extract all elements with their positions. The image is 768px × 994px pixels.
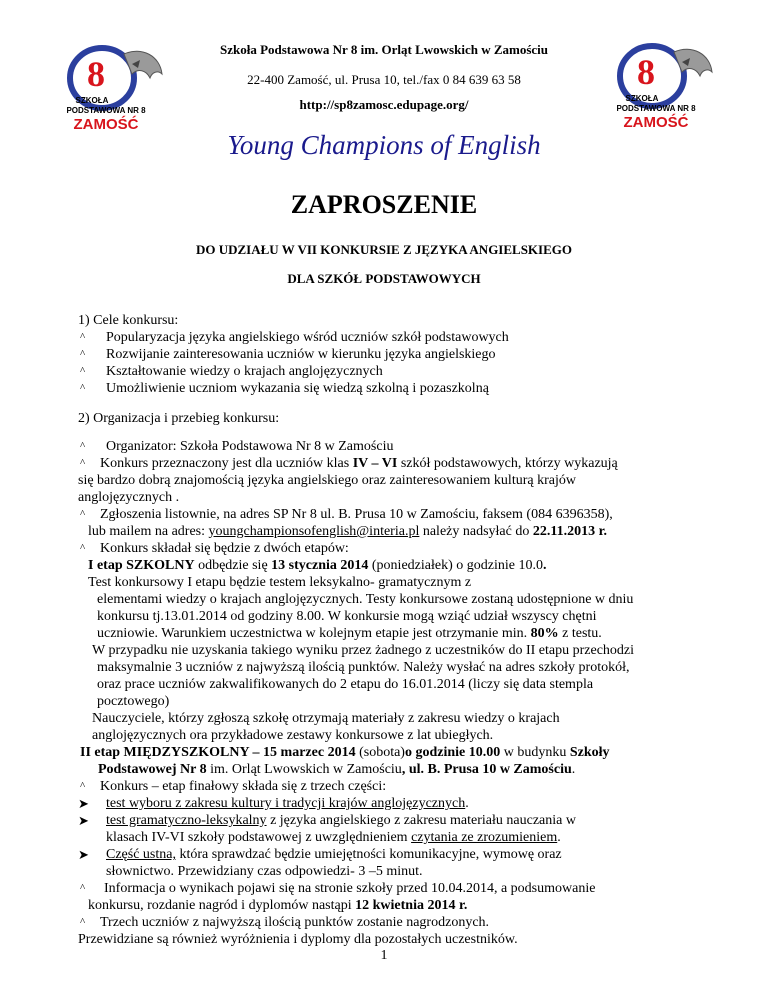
section-2-heading: 2) Organizacja i przebieg konkursu: [78, 411, 280, 426]
caret-bullet-icon: ^ [80, 382, 86, 394]
subtitle-2: DLA SZKÓŁ PODSTAWOWYCH [287, 271, 481, 286]
stage-1-text-6: maksymalnie 3 uczniów z najwyższą ilością punktów. Należy wysłać na adres szkoły protokół, [97, 660, 630, 675]
final-stage-intro: Konkurs – etap finałowy składa się z trzech części: [100, 779, 387, 794]
caret-bullet-icon: ^ [80, 916, 86, 928]
stage-1-text-4: uczniowie. Warunkiem uczestnictwa w kolejnym etapie jest otrzymanie min. 80% z testu. [97, 626, 602, 641]
school-logo-right [612, 40, 724, 132]
stage-2-line-2: Podstawowej Nr 8 im. Orląt Lwowskich w Zamościu, ul. B. Prusa 10 w Zamościu. [98, 762, 576, 777]
caret-bullet-icon: ^ [80, 348, 86, 360]
honors-text: Przewidziane są również wyróżnienia i dyplomy dla pozostałych uczestników. [78, 932, 518, 947]
logo-city: ZAMOŚĆ [73, 116, 139, 133]
caret-bullet-icon: ^ [80, 542, 86, 554]
list-item: Rozwijanie zainteresowania uczniów w kierunku języka angielskiego [106, 347, 496, 362]
stage-1-text-3: konkursu tj.13.01.2014 od godziny 8.00. W konkursie mogą wziąć udział wszyscy chętni [97, 609, 597, 624]
section-1-heading: 1) Cele konkursu: [78, 313, 179, 328]
stages-intro: Konkurs składał się będzie z dwóch etapów: [100, 541, 349, 556]
results-info-2: konkursu, rozdanie nagród i dyplomów nastąpi 12 kwietnia 2014 r. [88, 898, 468, 913]
stage-2-line-1: II etap MIĘDZYSZKOLNY – 15 marzec 2014 (sobota)o godzinie 10.00 w budynku Szkoły [80, 745, 610, 760]
motto: Young Champions of English [227, 130, 541, 160]
stage-1-text-2: elementami wiedzy o krajach anglojęzycznych. Testy konkursowe zostaną udostępnione w dniu [97, 592, 634, 607]
subtitle-1: DO UDZIAŁU W VII KONKURSIE Z JĘZYKA ANGIELSKIEGO [195, 242, 573, 257]
logo-number: 8 [637, 52, 655, 92]
results-info-1: Informacja o wynikach pojawi się na stronie szkoły przed 10.04.2014, a podsumowanie [104, 881, 596, 896]
school-website: http://sp8zamosc.edupage.org/ [299, 97, 469, 112]
school-address: 22-400 Zamość, ul. Prusa 10, tel./fax 0 84 639 63 58 [247, 72, 521, 87]
teachers-text-2: anglojęzycznych ora przykładowe zestawy konkursowe z lat ubiegłych. [92, 728, 494, 743]
logo-number: 8 [87, 54, 105, 94]
stage-1-line: I etap SZKOLNY odbędzie się 13 stycznia 2014 (poniedziałek) o godzinie 10.0. [88, 558, 547, 573]
logo-line1: SZKOŁA [75, 96, 109, 105]
eligibility-line-2: się bardzo dobrą znajomością języka angielskiego oraz zainteresowaniem kulturą krajów [78, 473, 576, 488]
teachers-text-1: Nauczyciele, którzy zgłoszą szkołę otrzymają materiały z zakresu wiedzy o krajach [92, 711, 560, 726]
logo-city: ZAMOŚĆ [623, 114, 689, 131]
document-title: ZAPROSZENIE [290, 190, 478, 219]
final-part-3: Część ustna, która sprawdzać będzie umiejętności komunikacyjne, wymowę oraz [106, 847, 562, 862]
stage-1-text-1: Test konkursowy I etapu będzie testem leksykalno- gramatycznym z [88, 575, 472, 590]
list-item: Kształtowanie wiedzy o krajach anglojęzycznych [106, 364, 383, 379]
stage-1-text-5: W przypadku nie uzyskania takiego wyniku przez żadnego z uczestników do II etapu przechodzi [92, 643, 635, 658]
caret-bullet-icon: ^ [80, 882, 86, 894]
final-part-3-cont: słownictwo. Przewidziany czas odpowiedzi- 3 –5 minut. [106, 864, 423, 879]
arrow-bullet-icon: ➤ [78, 813, 89, 828]
list-item: Popularyzacja języka angielskiego wśród uczniów szkół podstawowych [106, 330, 509, 345]
registration-line-2: lub mailem na adres: youngchampionsofenglish@interia.pl należy nadsyłać do 22.11.2013 r. [88, 524, 608, 539]
list-item: Umożliwienie uczniom wykazania się wiedzą szkolną i pozaszkolną [106, 381, 489, 396]
arrow-bullet-icon: ➤ [78, 796, 89, 811]
logo-line2: PODSTAWOWA NR 8 [616, 104, 696, 113]
stage-1-text-8: pocztowego) [97, 694, 170, 709]
school-logo-left [62, 42, 174, 134]
final-part-1: test wyboru z zakresu kultury i tradycji krajów anglojęzycznych. [106, 796, 469, 811]
page-number: 1 [380, 948, 388, 963]
logo-line1: SZKOŁA [625, 94, 659, 103]
final-part-2: test gramatyczno-leksykalny z języka angielskiego z zakresu materiału nauczania w [106, 813, 576, 828]
eligibility-line-1: Konkurs przeznaczony jest dla uczniów klas IV – VI szkół podstawowych, którzy wykazują [100, 456, 618, 471]
caret-bullet-icon: ^ [80, 440, 86, 452]
caret-bullet-icon: ^ [80, 457, 86, 469]
eligibility-line-3: anglojęzycznych . [78, 490, 180, 505]
contact-email-link[interactable]: youngchampionsofenglish@interia.pl [208, 524, 420, 539]
arrow-bullet-icon: ➤ [78, 847, 89, 862]
final-part-2-cont: klasach IV-VI szkoły podstawowej z uwzględnieniem czytania ze zrozumieniem. [106, 830, 561, 845]
stage-1-text-7: oraz prace uczniów zakwalifikowanych do 2 etapu do 16.01.2014 (liczy się data stempla [97, 677, 594, 692]
caret-bullet-icon: ^ [80, 508, 86, 520]
registration-line-1: Zgłoszenia listownie, na adres SP Nr 8 ul. B. Prusa 10 w Zamościu, faksem (084 6396358), [100, 507, 613, 522]
school-name: Szkoła Podstawowa Nr 8 im. Orląt Lwowskich w Zamościu [219, 42, 549, 57]
organizer-text: Organizator: Szkoła Podstawowa Nr 8 w Zamościu [106, 439, 394, 454]
caret-bullet-icon: ^ [80, 331, 86, 343]
caret-bullet-icon: ^ [80, 365, 86, 377]
logo-line2: PODSTAWOWA NR 8 [66, 106, 146, 115]
prizes-text: Trzech uczniów z najwyższą ilością punktów zostanie nagrodzonych. [100, 915, 490, 930]
caret-bullet-icon: ^ [80, 780, 86, 792]
